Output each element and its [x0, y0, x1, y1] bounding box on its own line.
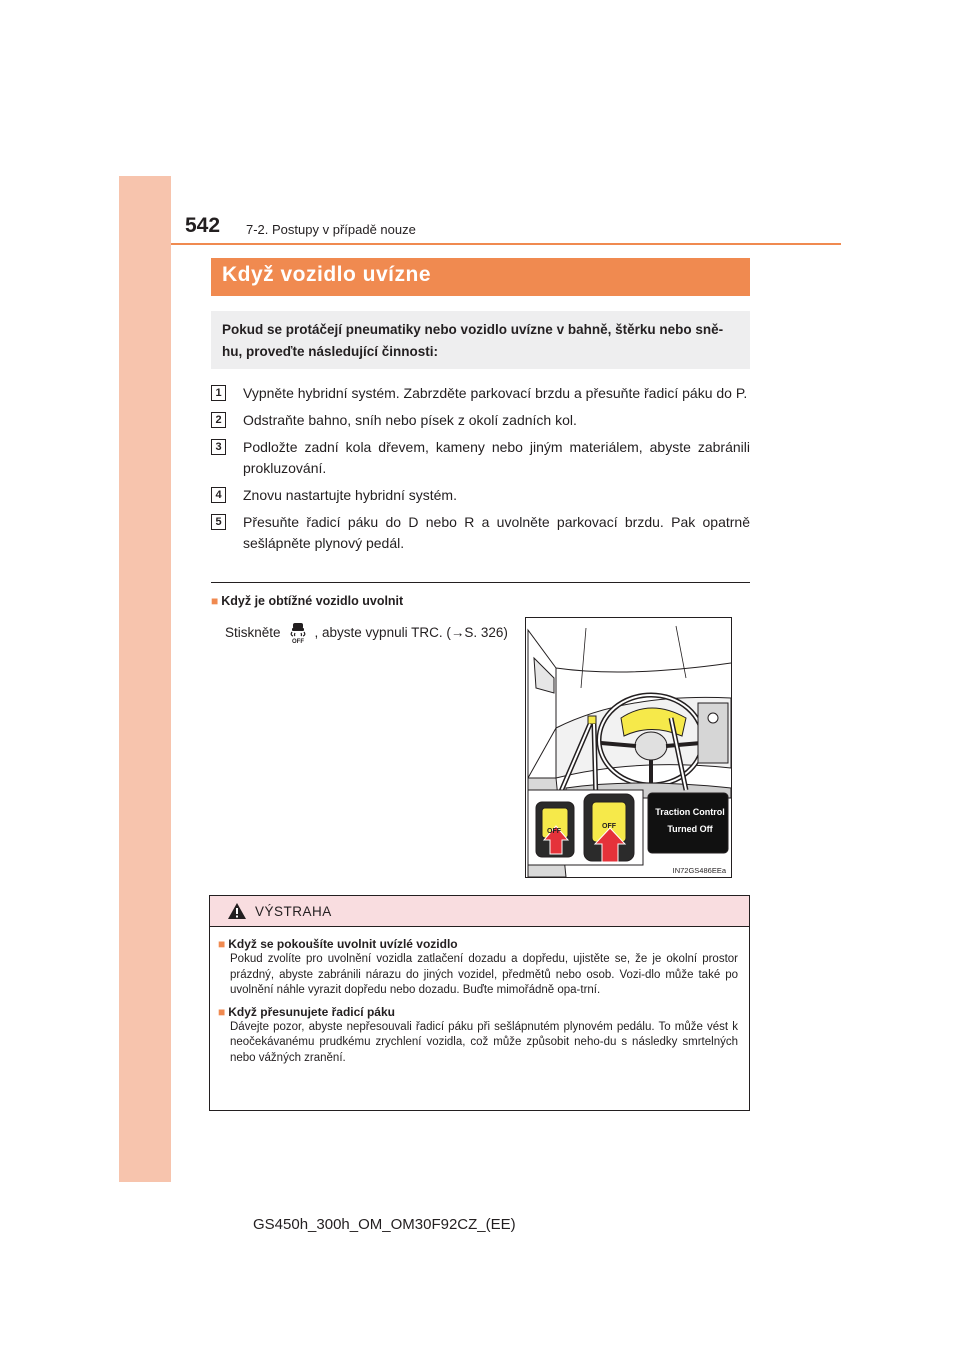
svg-text:OFF: OFF — [291, 639, 304, 644]
page-number: 542 — [185, 214, 221, 237]
display-message-line2: Turned Off — [667, 824, 713, 834]
warning-item-title: Když přesunujete řadicí páku — [228, 1004, 395, 1019]
step-item — [211, 485, 750, 506]
step-item — [211, 512, 750, 554]
press-instruction — [225, 620, 508, 644]
step-number: 5 — [211, 514, 226, 530]
warning-header — [210, 896, 749, 927]
step-text: Znovu nastartujte hybridní systém. — [243, 487, 457, 503]
step-text: Přesuňte řadicí páku do D nebo R a uvolněte parkovací brzdu. Pak opatrně sešlápněte plynový pedál. — [243, 514, 750, 551]
step-number: 1 — [211, 385, 226, 401]
step-item — [211, 437, 750, 479]
intro-box — [211, 311, 750, 369]
warning-triangle-icon — [227, 902, 247, 920]
square-bullet-icon: ■ — [211, 594, 219, 608]
step-text: Podložte zadní kola dřevem, kameny nebo jiným materiálem, abyste zabránili prokluzování. — [243, 439, 750, 476]
warning-item-text: Pokud zvolíte pro uvolnění vozidla zatlačení dozadu a dopředu, ujistěte se, že je okolní prostor prázdný, abyste zabránili nárazu do jiných vozidel, předmětů nebo osob. Vozi-dlo může také po uvolnění náhle vyrazit dopředu nebo dozadu. Buďte mimořádně opa-trní. — [230, 953, 738, 996]
steps-divider — [211, 582, 750, 583]
press-text-after: , abyste vypnuli TRC. (→S. 326) — [314, 624, 508, 640]
warning-item — [218, 936, 738, 999]
square-bullet-icon: ■ — [218, 937, 226, 951]
side-color-strip — [119, 176, 171, 1182]
dashboard-illustration — [525, 617, 732, 878]
trc-button-label-1: OFF — [547, 828, 561, 835]
intro-text: Pokud se protáčejí pneumatiky nebo vozidlo uvízne v bahně, štěrku nebo sně-hu, proveďte následující činnosti: — [222, 322, 724, 359]
warning-body — [210, 927, 749, 1066]
warning-item — [218, 1004, 738, 1067]
press-text-before: Stiskněte — [225, 624, 281, 640]
step-item — [211, 410, 750, 431]
section-title: Když vozidlo uvízne — [211, 258, 750, 296]
dashboard-drawing — [526, 618, 731, 877]
warning-box — [209, 895, 750, 1111]
subsection-title: ■ Když je obtížné vozidlo uvolnit — [211, 594, 404, 608]
warning-item-title: Když se pokoušíte uvolnit uvízlé vozidlo — [228, 937, 458, 951]
trc-off-button-icon — [286, 620, 310, 644]
step-item — [211, 383, 750, 404]
trc-button-label-2: OFF — [602, 823, 616, 830]
step-list — [211, 383, 750, 560]
warning-item-text: Dávejte pozor, abyste nepřesouvali řadicí páku při sešlápnutém plynovém pedálu. To může vést k neočekávanému prudkému zrychlení vozidla, což může způsobit neho-du s následky smrtelných nebo vážných zranění. — [230, 1020, 738, 1064]
step-number: 4 — [211, 487, 226, 503]
illustration-code: IN72GS486EEa — [672, 866, 726, 875]
step-number: 2 — [211, 412, 226, 428]
display-message-line1: Traction Control — [655, 807, 725, 817]
running-head: 7-2. Postupy v případě nouze — [246, 222, 416, 237]
step-text: Odstraňte bahno, sníh nebo písek z okolí zadních kol. — [243, 412, 577, 428]
warning-label: VÝSTRAHA — [255, 903, 332, 919]
header-rule — [171, 243, 841, 245]
square-bullet-icon: ■ — [218, 1004, 226, 1019]
footer-code: GS450h_300h_OM_OM30F92CZ_(EE) — [253, 1216, 516, 1233]
step-number: 3 — [211, 439, 226, 455]
step-text: Vypněte hybridní systém. Zabrzděte parkovací brzdu a přesuňte řadicí páku do P. — [243, 385, 748, 401]
